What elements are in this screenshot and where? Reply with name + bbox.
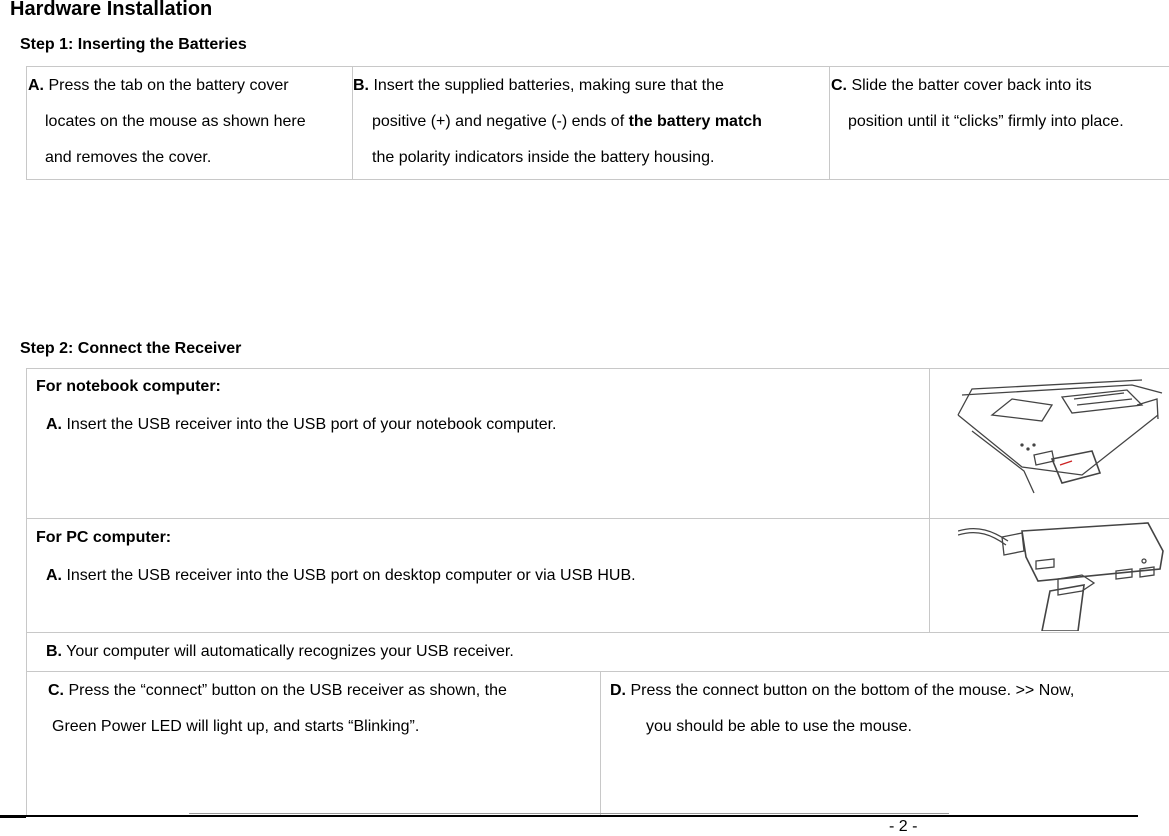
step2-b-text: Your computer will automatically recognizes your USB receiver. xyxy=(62,643,514,660)
notebook-a-text: Insert the USB receiver into the USB port of your notebook computer. xyxy=(62,416,557,433)
notebook-a-label: A. xyxy=(46,416,62,433)
notebook-cell xyxy=(26,368,929,519)
step2-d-line2: you should be able to use the mouse. xyxy=(646,718,912,735)
usb-hub-illustration xyxy=(958,521,1168,631)
step1-a-line1: Press the tab on the battery cover xyxy=(44,77,289,94)
pc-heading: For PC computer: xyxy=(36,529,172,546)
step2-d-line1: Press the connect button on the bottom of the mouse. >> Now, xyxy=(626,682,1075,699)
step2-c-line1: Press the “connect” button on the USB receiver as shown, the xyxy=(64,682,507,699)
step1-b-line3: the polarity indicators inside the battery housing. xyxy=(372,149,715,166)
step1-cell-a xyxy=(26,66,353,180)
page-title: Hardware Installation xyxy=(10,0,213,20)
step1-heading: Step 1: Inserting the Batteries xyxy=(20,36,247,53)
step2-b-cell xyxy=(26,633,1169,672)
step2-b-label: B. xyxy=(46,643,62,660)
step1-b-label: B. xyxy=(353,77,369,94)
pc-a-text: Insert the USB receiver into the USB port on desktop computer or via USB HUB. xyxy=(62,567,636,584)
notebook-image-cell xyxy=(929,368,1169,519)
step1-c-line2: position until it “clicks” firmly into place. xyxy=(848,113,1124,130)
step1-a-line3: and removes the cover. xyxy=(45,149,212,166)
step2-heading: Step 2: Connect the Receiver xyxy=(20,340,242,357)
footer-rule-accent xyxy=(0,817,26,818)
step2-d-label: D. xyxy=(610,682,626,699)
step2-d-cell xyxy=(600,672,1169,817)
step2-c-label: C. xyxy=(48,682,64,699)
step1-b-line2-bold: the battery match xyxy=(628,113,762,130)
step1-a-line2: locates on the mouse as shown here xyxy=(45,113,306,130)
step1-a-label: A. xyxy=(28,77,44,94)
step2-c-cell xyxy=(26,672,600,817)
page-number: - 2 - xyxy=(889,818,918,835)
pc-a-label: A. xyxy=(46,567,62,584)
step1-cell-c xyxy=(829,66,1169,180)
step1-c-label: C. xyxy=(831,77,847,94)
step1-b-line2: positive (+) and negative (-) ends of xyxy=(372,113,629,130)
notebook-heading: For notebook computer: xyxy=(36,378,221,395)
pc-image-cell xyxy=(929,519,1169,633)
step1-cell-b xyxy=(352,66,829,180)
footer-rule xyxy=(0,815,1138,817)
footer-rule-thin xyxy=(189,813,949,814)
step2-c-line2: Green Power LED will light up, and starts “Blinking”. xyxy=(52,718,420,735)
step1-b-line1: Insert the supplied batteries, making sure that the xyxy=(369,77,724,94)
notebook-usb-illustration xyxy=(952,375,1164,505)
step1-c-line1: Slide the batter cover back into its xyxy=(847,77,1092,94)
pc-cell xyxy=(26,519,929,633)
